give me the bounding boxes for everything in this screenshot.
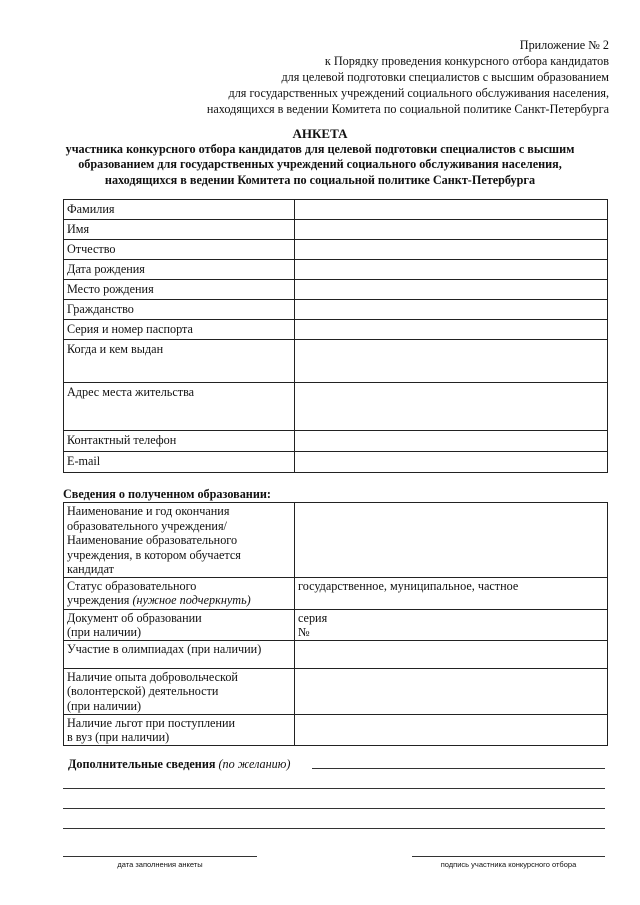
citizenship-label: Гражданство <box>64 300 295 320</box>
institution-label <box>64 503 295 578</box>
date-signature-label: дата заполнения анкеты <box>117 860 203 869</box>
table-row <box>64 503 608 578</box>
birth-place-field[interactable] <box>295 280 608 300</box>
personal-data-table <box>63 199 608 473</box>
participant-signature-line[interactable] <box>412 856 605 857</box>
education-table <box>63 502 608 746</box>
patronymic-label: Отчество <box>64 240 295 260</box>
date-signature-line[interactable] <box>63 856 257 857</box>
form-title-line: находящихся в ведении Комитета по социальной политике Санкт-Петербурга <box>104 172 536 187</box>
volunteer-field[interactable] <box>295 668 608 714</box>
form-title-line: участника конкурсного отбора кандидатов для целевой подготовки специалистов с высшим <box>65 141 575 156</box>
label-line: в вуз (при наличии) <box>67 730 170 744</box>
label-line: кандидат <box>67 562 115 576</box>
label-line: (волонтерской) деятельности <box>67 684 219 698</box>
label-line: Наличие опыта добровольческой <box>67 669 238 684</box>
form-title-line: образованием для государственных учреждений социального обслуживания населения, <box>78 157 562 171</box>
education-section-title: Сведения о полученном образовании: <box>63 487 271 501</box>
table-row <box>64 452 608 473</box>
status-label <box>64 577 295 609</box>
table-row <box>64 240 608 260</box>
label-text: учреждения <box>67 593 130 607</box>
table-row <box>64 577 608 609</box>
document-label <box>64 609 295 640</box>
status-note: (нужное подчеркнуть) <box>132 593 251 607</box>
email-label: E-mail <box>64 452 295 473</box>
address-label: Адрес места жительства <box>64 383 295 431</box>
label-line: (при наличии) <box>67 698 142 713</box>
document-field[interactable] <box>295 609 608 640</box>
birth-date-field[interactable] <box>295 260 608 280</box>
table-row <box>64 431 608 452</box>
appendix-line: для государственных учреждений социального обслуживания населения, <box>228 86 609 100</box>
table-row <box>64 609 608 640</box>
phone-label: Контактный телефон <box>64 431 295 452</box>
phone-field[interactable] <box>295 431 608 452</box>
table-row <box>64 340 608 383</box>
document-series-label: серия <box>298 610 328 625</box>
additional-info-line[interactable] <box>63 828 605 829</box>
label-line: учреждения, в котором обучается <box>67 547 241 562</box>
passport-label: Серия и номер паспорта <box>64 320 295 340</box>
issued-label: Когда и кем выдан <box>64 340 295 383</box>
name-field[interactable] <box>295 220 608 240</box>
appendix-line: к Порядку проведения конкурсного отбора кандидатов <box>324 54 609 68</box>
label-line: Документ об образовании <box>67 610 202 625</box>
additional-info-title: Дополнительные сведения <box>68 757 216 771</box>
label-line: Наличие льгот при поступлении <box>67 715 236 730</box>
appendix-line: находящихся в ведении Комитета по социальной политике Санкт-Петербурга <box>206 102 609 116</box>
additional-info-line[interactable] <box>63 788 605 789</box>
issued-field[interactable] <box>295 340 608 383</box>
appendix-line: для целевой подготовки специалистов с высшим образованием <box>281 70 609 84</box>
table-row <box>64 668 608 714</box>
birth-place-label: Место рождения <box>64 280 295 300</box>
form-title <box>40 126 600 188</box>
surname-label: Фамилия <box>64 200 295 220</box>
passport-field[interactable] <box>295 320 608 340</box>
label-line: Статус образовательного <box>67 578 197 593</box>
email-field[interactable] <box>295 452 608 473</box>
document-number-label: № <box>298 625 310 639</box>
label-line: образовательного учреждения/ <box>67 518 227 533</box>
table-row <box>64 300 608 320</box>
benefits-label <box>64 714 295 745</box>
name-label: Имя <box>64 220 295 240</box>
volunteer-label <box>64 668 295 714</box>
table-row <box>64 383 608 431</box>
table-row <box>64 320 608 340</box>
address-field[interactable] <box>295 383 608 431</box>
benefits-field[interactable] <box>295 714 608 745</box>
table-row <box>64 260 608 280</box>
birth-date-label: Дата рождения <box>64 260 295 280</box>
participant-signature-label: подпись участника конкурсного отбора <box>440 860 577 869</box>
appendix-header <box>207 37 609 117</box>
table-row <box>64 280 608 300</box>
status-options[interactable]: государственное, муниципальное, частное <box>295 577 608 609</box>
patronymic-field[interactable] <box>295 240 608 260</box>
label-line: Наименование образовательного <box>67 533 238 547</box>
institution-field[interactable] <box>295 503 608 578</box>
olympiads-field[interactable] <box>295 640 608 668</box>
additional-info-note: (по желанию) <box>218 757 291 771</box>
table-row <box>64 200 608 220</box>
citizenship-field[interactable] <box>295 300 608 320</box>
label-line: Наименование и год окончания <box>67 504 230 518</box>
additional-info-line[interactable] <box>63 808 605 809</box>
label-line <box>67 593 291 608</box>
label-line: (при наличии) <box>67 625 142 639</box>
table-row <box>64 714 608 745</box>
additional-info-label <box>68 757 290 772</box>
table-row <box>64 220 608 240</box>
appendix-number: Приложение № 2 <box>519 38 609 52</box>
surname-field[interactable] <box>295 200 608 220</box>
additional-info-line[interactable] <box>312 768 605 769</box>
table-row <box>64 640 608 668</box>
form-title-main: АНКЕТА <box>292 126 348 141</box>
olympiads-label: Участие в олимпиадах (при наличии) <box>64 640 295 668</box>
